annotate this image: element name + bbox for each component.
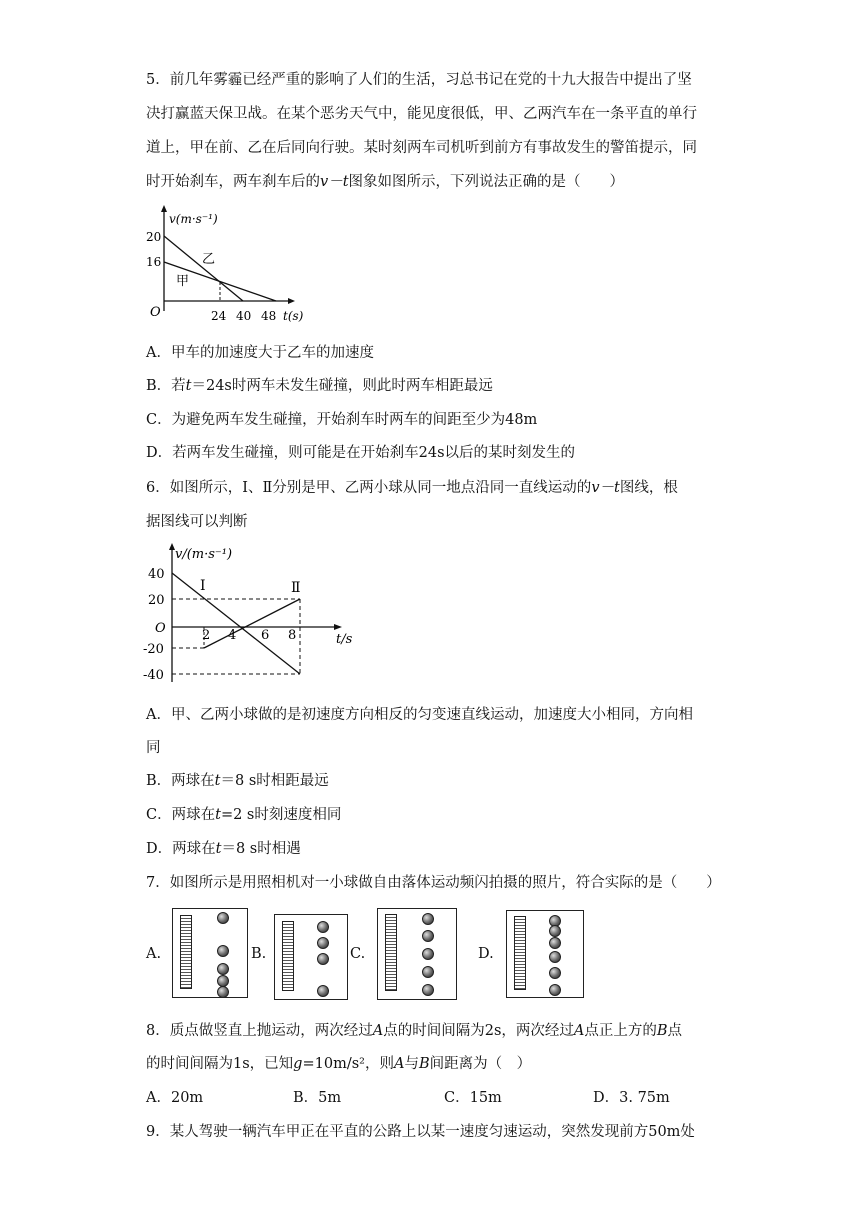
q8-l1-a2: A [573, 1023, 585, 1039]
q6-line-1-post: 图线，根 [619, 480, 678, 496]
q5-vt-graph [145, 203, 305, 328]
q6-d-var: t [215, 841, 222, 857]
ruler-icon [385, 914, 397, 991]
g2-xtick-8: 8 [288, 628, 297, 643]
q6-option-a-line-2: 同 [146, 740, 161, 756]
q9-line: 9．某人驾驶一辆汽车甲正在平直的公路上以某一速度匀速运动，突然发现前方50m处 [146, 1124, 695, 1140]
ball-icon [217, 963, 229, 975]
ball-icon [422, 948, 434, 960]
q5-b-post: ＝24s时两车未发生碰撞，则此时两车相距最远 [191, 378, 493, 394]
g1-y-arrow [161, 205, 167, 212]
g1-x-arrow [288, 298, 295, 304]
q7-photo-d [506, 910, 584, 998]
g1-ytick-16: 16 [146, 255, 162, 269]
q5-line-4-post: 图象如图所示，下列说法正确的是（ ） [348, 174, 625, 190]
ball-icon [317, 921, 329, 933]
q5-b-pre: B．若 [146, 378, 186, 394]
g2-xtick-4: 4 [228, 628, 237, 643]
q8-l1-b: B [656, 1023, 668, 1039]
q8-l2-post: 间距离为（ ） [429, 1056, 532, 1072]
g2-label-I: Ⅰ [200, 578, 206, 594]
q6-option-d [146, 839, 301, 859]
g2-ytick-40: 40 [148, 567, 165, 582]
q6-line-2: 据图线可以判断 [146, 514, 248, 530]
q6-option-b [146, 771, 329, 791]
q8-l1-mid2: 点正上方的 [584, 1023, 657, 1039]
q8-l2-a: A [393, 1056, 405, 1072]
ruler-icon [282, 921, 294, 991]
q8-l2-g: g [293, 1056, 303, 1072]
ball-icon [317, 953, 329, 965]
g1-xtick-40: 40 [236, 309, 252, 323]
ball-icon [422, 966, 434, 978]
g1-xtick-24: 24 [211, 309, 227, 323]
q8-option-d: D．3. 75m [593, 1090, 670, 1106]
ball-icon [549, 925, 561, 937]
ball-icon [549, 937, 561, 949]
q6-b-post: ＝8 s时相距最远 [220, 773, 329, 789]
q8-l1-post: 点 [667, 1023, 683, 1039]
q7-photo-a [172, 908, 248, 998]
q5-line-4 [146, 172, 716, 192]
q7-label-b: B. [251, 946, 267, 962]
q7-label-d: D. [478, 946, 494, 962]
q8-option-c: C．15m [444, 1090, 502, 1106]
q5-option-c: C．为避免两车发生碰撞，开始刹车时两车的间距至少为48m [146, 412, 538, 428]
ruler-icon [180, 915, 192, 989]
q6-var-vt: v－t [591, 480, 620, 496]
q5-option-b [146, 376, 493, 396]
ball-icon [217, 912, 229, 924]
q7-line: 7．如图所示是用照相机对一小球做自由落体运动频闪拍摄的照片，符合实际的是（ ） [146, 875, 721, 891]
q6-d-post: ＝8 s时相遇 [221, 841, 301, 857]
q6-line-1-pre: 6．如图所示，Ⅰ、Ⅱ分别是甲、乙两小球从同一地点沿同一直线运动的 [146, 480, 592, 496]
q6-b-var: t [214, 773, 221, 789]
ball-icon [317, 937, 329, 949]
g2-xlabel: t/s [336, 632, 353, 647]
g2-label-II: Ⅱ [291, 580, 301, 596]
q6-b-pre: B．两球在 [146, 773, 215, 789]
q8-l1-a: A [372, 1023, 384, 1039]
q6-c-post: =2 s时刻速度相同 [220, 807, 342, 823]
q5-var-vt: v－t [320, 174, 349, 190]
g1-origin: O [150, 305, 161, 320]
q6-c-pre: C．两球在 [146, 807, 216, 823]
q8-line-2 [146, 1054, 716, 1074]
q8-option-b: B．5m [293, 1090, 342, 1106]
g1-label-jia: 甲 [176, 274, 190, 289]
q7-label-c: C. [350, 946, 366, 962]
g2-xtick-6: 6 [261, 628, 270, 643]
q6-d-pre: D．两球在 [146, 841, 216, 857]
q8-option-a: A．20m [146, 1090, 204, 1106]
ball-icon [422, 984, 434, 996]
g2-line-I [172, 573, 300, 674]
q8-l1-mid: 点的时间间隔为2s，两次经过 [383, 1023, 574, 1039]
q7-photo-b [274, 914, 348, 1000]
g2-ytick-20: 20 [148, 593, 165, 608]
q5-option-a: A．甲车的加速度大于乙车的加速度 [146, 345, 374, 361]
g2-ytick-neg40: -40 [143, 668, 164, 683]
q5-option-d: D．若两车发生碰撞，则可能是在开始刹车24s以后的某时刻发生的 [146, 445, 576, 461]
q6-option-c [146, 805, 341, 825]
q6-line-1 [146, 478, 716, 498]
g1-label-yi: 乙 [202, 252, 216, 267]
q6-option-a-line-1: A．甲、乙两小球做的是初速度方向相反的匀变速直线运动，加速度大小相同，方向相 [146, 707, 693, 723]
ball-icon [549, 984, 561, 996]
q8-l1-pre: 8．质点做竖直上抛运动，两次经过 [146, 1023, 373, 1039]
q7-label-a: A. [146, 946, 162, 962]
q8-l2-pre: 的时间间隔为1s，已知 [146, 1056, 294, 1072]
g1-ylabel: v(m·s⁻¹) [169, 212, 218, 226]
g1-ytick-20: 20 [146, 230, 162, 244]
q8-l2-b: B [418, 1056, 430, 1072]
q6-c-var: t [215, 807, 221, 823]
q5-line-2: 决打赢蓝天保卫战。在某个恶劣天气中，能见度很低，甲、乙两汽车在一条平直的单行 [146, 106, 697, 122]
q8-line-1 [146, 1021, 716, 1041]
q7-photo-c [377, 908, 457, 1000]
g2-x-arrow [334, 624, 342, 630]
g1-xtick-48: 48 [261, 309, 277, 323]
q8-l2-mid2: 与 [404, 1056, 419, 1072]
g1-line-yi [164, 236, 243, 301]
g2-ytick-neg20: -20 [143, 642, 164, 657]
ball-icon [549, 951, 561, 963]
g2-xtick-2: 2 [202, 628, 211, 643]
q6-vt-graph [143, 540, 368, 690]
q8-l2-mid: =10m/s²，则 [302, 1056, 394, 1072]
q5-b-var: t [185, 378, 192, 394]
ball-icon [422, 930, 434, 942]
q5-line-1: 5．前几年雾霾已经严重的影响了人们的生活，习总书记在党的十九大报告中提出了坚 [146, 72, 692, 88]
ball-icon [422, 913, 434, 925]
g2-ylabel: v/(m·s⁻¹) [175, 547, 233, 562]
g1-xlabel: t(s) [283, 309, 304, 323]
g2-origin: O [155, 621, 166, 636]
q5-line-3: 道上，甲在前、乙在后同向行驶。某时刻两车司机听到前方有事故发生的警笛提示，同 [146, 140, 697, 156]
ball-icon [317, 985, 329, 997]
ball-icon [549, 967, 561, 979]
g2-line-II [204, 599, 300, 648]
ruler-icon [514, 916, 526, 990]
ball-icon [217, 945, 229, 957]
q5-line-4-pre: 时开始刹车，两车刹车后的 [146, 174, 320, 190]
ball-icon [217, 986, 229, 998]
